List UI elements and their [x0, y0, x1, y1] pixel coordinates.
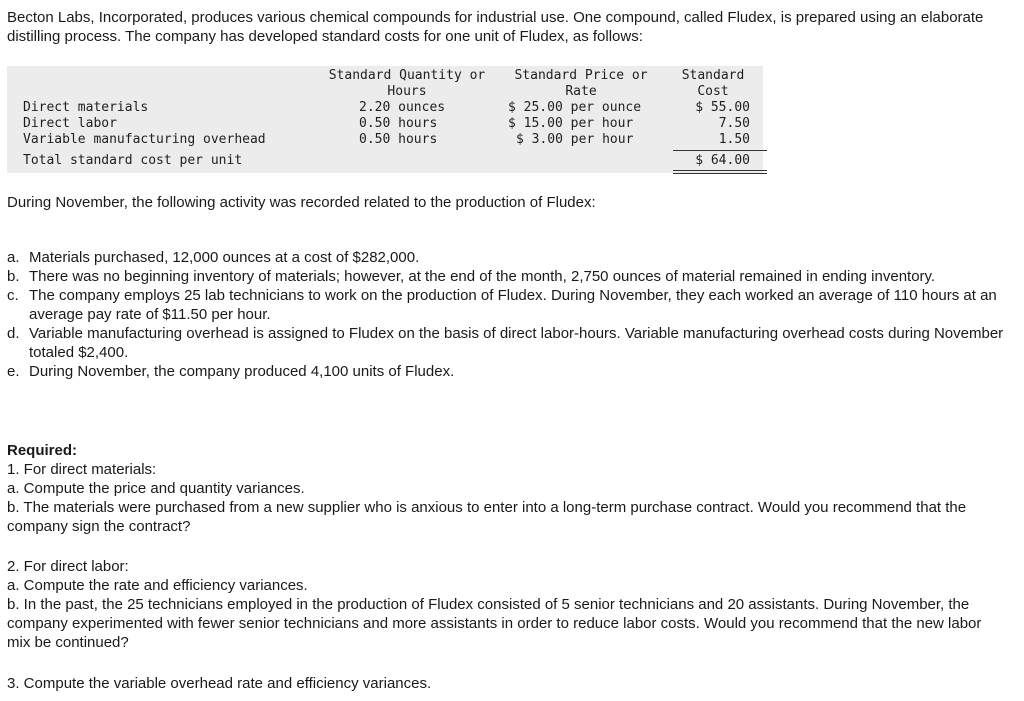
requirement-1: [7, 460, 1007, 536]
list-marker: d.: [7, 325, 20, 342]
intro-paragraph: Becton Labs, Incorporated, produces various chemical compounds for industrial use. One compound, called Fludex, is prepared using an elaborate distilling process. The company has developed standard costs for one unit of Fludex, as follows:: [7, 9, 984, 45]
activity-lead: During November, the following activity was recorded related to the production of Fludex:: [7, 194, 596, 211]
requirement-2b: b. In the past, the 25 technicians employed in the production of Fludex consisted of 5 senior technicians and 20 assistants. During November, the company experimented with fewer senior technicians and more assistants in order to reduce labor costs. Would you recommend that the new labor mix be continued?: [7, 596, 982, 651]
row-quantity-direct-materials: 2.20 ounces: [359, 100, 446, 115]
total-label: Total standard cost per unit: [23, 153, 243, 168]
row-cost-direct-labor: 7.50: [718, 116, 750, 131]
header-quantity-line2: Hours: [387, 84, 427, 99]
activity-list: [7, 248, 1019, 381]
row-price-direct-materials: $ 25.00 per ounce: [508, 100, 642, 115]
requirement-1b: b. The materials were purchased from a new supplier who is anxious to enter into a long-term purchase contract. Would you recommend that the company sign the contract?: [7, 499, 967, 535]
header-price-line2: Rate: [565, 84, 597, 99]
total-cost: $ 64.00: [695, 153, 750, 168]
requirement-2: [7, 557, 1007, 652]
row-price-variable-overhead: $ 3.00 per hour: [516, 132, 634, 147]
list-item-text: Variable manufacturing overhead is assigned to Fludex on the basis of direct labor-hours. Variable manufacturing overhead costs during November totaled $2,400.: [29, 325, 1004, 361]
row-cost-variable-overhead: 1.50: [718, 132, 750, 147]
list-item: [7, 248, 1019, 267]
header-quantity-line1: Standard Quantity or: [328, 68, 486, 83]
row-quantity-variable-overhead: 0.50 hours: [359, 132, 438, 147]
row-label-direct-labor: Direct labor: [23, 116, 117, 131]
header-price-line1: Standard Price or: [514, 68, 648, 83]
list-item: [7, 324, 1019, 362]
list-item-text: Materials purchased, 12,000 ounces at a cost of $282,000.: [29, 249, 420, 266]
list-item: [7, 267, 1019, 286]
total-double-rule-top: [673, 170, 767, 171]
total-double-rule-bottom: [673, 173, 767, 174]
row-label-variable-overhead: Variable manufacturing overhead: [23, 132, 266, 147]
subtotal-rule: [673, 150, 767, 151]
list-item-text: The company employs 25 lab technicians to work on the production of Fludex. During November, they each worked an average of 110 hours at an average pay rate of $11.50 per hour.: [29, 287, 997, 323]
list-item-text: During November, the company produced 4,100 units of Fludex.: [29, 363, 455, 380]
list-marker: e.: [7, 363, 20, 380]
requirement-3-title: 3. Compute the variable overhead rate and efficiency variances.: [7, 675, 432, 692]
row-cost-direct-materials: $ 55.00: [695, 100, 750, 115]
standard-cost-table: [7, 66, 763, 173]
list-marker: c.: [7, 287, 19, 304]
list-item: [7, 286, 1019, 324]
header-cost-line2: Cost: [697, 84, 729, 99]
list-marker: a.: [7, 249, 20, 266]
requirement-2a: a. Compute the rate and efficiency variances.: [7, 577, 308, 594]
list-marker: b.: [7, 268, 20, 285]
requirement-2-title: 2. For direct labor:: [7, 558, 129, 575]
list-item-text: There was no beginning inventory of materials; however, at the end of the month, 2,750 ounces of material remained in ending inventory.: [29, 268, 936, 285]
requirement-1-title: 1. For direct materials:: [7, 461, 157, 478]
required-heading: Required:: [7, 442, 78, 459]
row-label-direct-materials: Direct materials: [23, 100, 149, 115]
header-cost-line1: Standard: [681, 68, 745, 83]
requirement-1a: a. Compute the price and quantity variances.: [7, 480, 305, 497]
list-item: [7, 362, 1019, 381]
row-price-direct-labor: $ 15.00 per hour: [508, 116, 634, 131]
requirement-3: [7, 674, 1007, 693]
row-quantity-direct-labor: 0.50 hours: [359, 116, 438, 131]
